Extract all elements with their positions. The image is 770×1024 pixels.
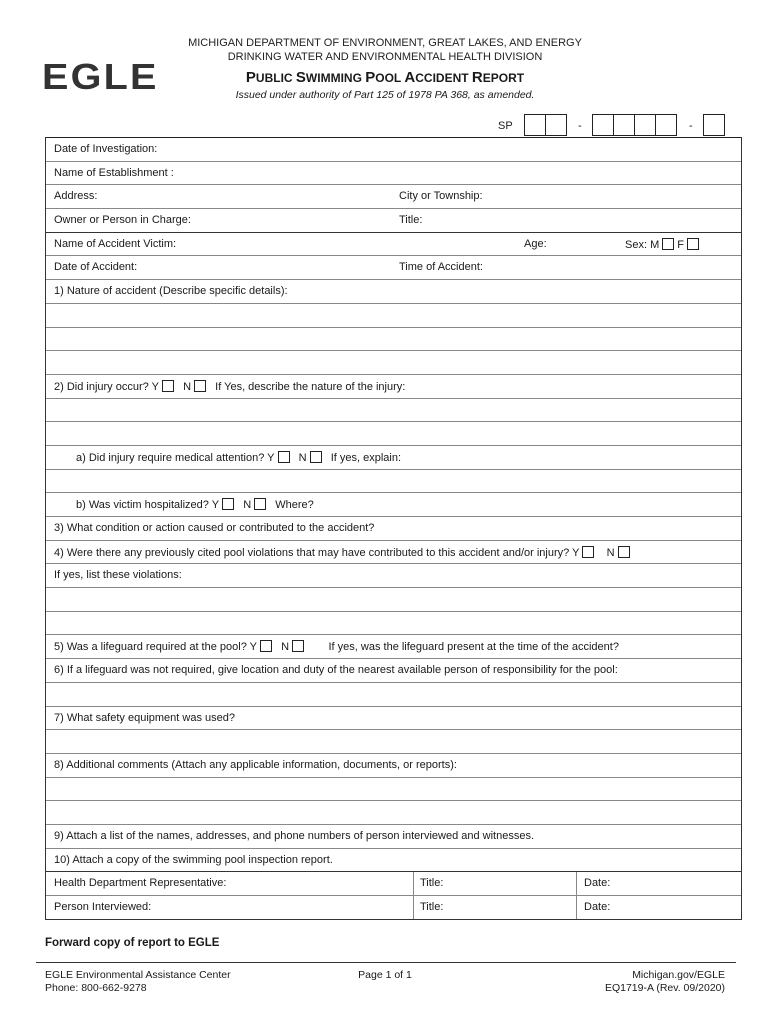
answer-line[interactable]: [46, 422, 741, 446]
answer-line[interactable]: [46, 470, 741, 494]
sp-dash: -: [689, 120, 693, 132]
person-date-label: Date:: [584, 901, 611, 913]
q5-yes-checkbox[interactable]: [260, 640, 272, 652]
q3-row[interactable]: 3) What condition or action caused or contributed to the accident?: [46, 517, 741, 541]
assistance-center: EGLE Environmental Assistance Center: [45, 969, 231, 981]
sp-digit-box[interactable]: [613, 114, 635, 136]
division-name: DRINKING WATER AND ENVIRONMENTAL HEALTH DIVISION: [227, 51, 543, 63]
q1-row: 1) Nature of accident (Describe specific details):: [46, 280, 741, 304]
website-link[interactable]: Michigan.gov/EGLE: [632, 969, 725, 981]
answer-line[interactable]: [46, 351, 741, 375]
establishment-name-field[interactable]: Name of Establishment :: [46, 162, 741, 186]
address-row[interactable]: [46, 185, 741, 209]
footer-divider: [36, 962, 736, 963]
sex-f-checkbox[interactable]: [687, 238, 699, 250]
q2-row: 2) Did injury occur? Y N If Yes, describe the nature of the injury:: [46, 375, 741, 399]
sp-digit-box[interactable]: [634, 114, 656, 136]
time-accident-label: Time of Accident:: [399, 261, 483, 274]
q7-row: 7) What safety equipment was used?: [46, 707, 741, 731]
answer-line[interactable]: [46, 801, 741, 825]
sex-field: Sex: M F: [625, 238, 702, 251]
q10-row: 10) Attach a copy of the swimming pool inspection report.: [46, 849, 741, 873]
sp-digit-box[interactable]: [655, 114, 677, 136]
sp-digit-box[interactable]: [592, 114, 614, 136]
q9-row: 9) Attach a list of the names, addresses, and phone numbers of person interviewed and witnesses.: [46, 825, 741, 849]
health-rep-row[interactable]: [46, 872, 741, 896]
sex-m-checkbox[interactable]: [662, 238, 674, 250]
column-divider: [576, 872, 577, 895]
q2-yes-checkbox[interactable]: [162, 380, 174, 392]
answer-line[interactable]: [46, 612, 741, 636]
sp-dash: -: [578, 120, 582, 132]
sp-digit-box[interactable]: [524, 114, 546, 136]
person-interviewed-label: Person Interviewed:: [54, 901, 152, 913]
q2a-row: a) Did injury require medical attention? Y N If yes, explain:: [46, 446, 741, 470]
sp-label: SP: [498, 120, 513, 132]
answer-line[interactable]: [46, 730, 741, 754]
q4-no-checkbox[interactable]: [618, 546, 630, 558]
q2a-no-checkbox[interactable]: [310, 451, 322, 463]
form-id: EQ1719-A (Rev. 09/2020): [604, 982, 725, 994]
page-title: PUBLIC SWIMMING POOL ACCIDENT REPORT: [245, 69, 525, 86]
authority-note: Issued under authority of Part 125 of 1978 PA 368, as amended.: [235, 89, 535, 101]
health-rep-label: Health Department Representative:: [54, 877, 227, 890]
sp-digit-box[interactable]: [703, 114, 725, 136]
date-investigation-field[interactable]: Date of Investigation:: [46, 138, 741, 162]
q5-row: 5) Was a lifeguard required at the pool? Y N If yes, was the lifeguard present at the time of the accident?: [46, 635, 741, 659]
answer-line[interactable]: [46, 304, 741, 328]
q4-row: 4) Were there any previously cited pool violations that may have contributed to this accident and/or injury? Y N: [46, 541, 741, 565]
answer-line[interactable]: [46, 683, 741, 707]
footer-right: [605, 969, 725, 995]
column-divider: [413, 872, 414, 895]
health-rep-date-label: Date:: [584, 877, 611, 890]
q8-row: 8) Additional comments (Attach any applicable information, documents, or reports):: [46, 754, 741, 778]
owner-row[interactable]: [46, 209, 741, 233]
q2b-yes-checkbox[interactable]: [222, 498, 234, 510]
address-label: Address:: [54, 190, 98, 203]
q2-no-checkbox[interactable]: [194, 380, 206, 392]
accident-report-form: [45, 137, 742, 920]
health-rep-title-label: Title:: [420, 877, 444, 890]
column-divider: [576, 896, 577, 919]
q2b-no-checkbox[interactable]: [254, 498, 266, 510]
victim-label: Name of Accident Victim:: [54, 237, 177, 250]
column-divider: [413, 896, 414, 919]
age-label: Age:: [524, 237, 547, 250]
q2a-yes-checkbox[interactable]: [278, 451, 290, 463]
department-name: MICHIGAN DEPARTMENT OF ENVIRONMENT, GREAT LAKES, AND ENERGY: [188, 37, 582, 49]
q5-no-checkbox[interactable]: [292, 640, 304, 652]
footer-left: [45, 969, 231, 995]
city-label: City or Township:: [399, 190, 483, 203]
owner-title-label: Title:: [399, 214, 423, 227]
forward-instruction: Forward copy of report to EGLE: [45, 937, 220, 949]
victim-row[interactable]: [46, 233, 741, 257]
sp-digit-box[interactable]: [545, 114, 567, 136]
owner-label: Owner or Person in Charge:: [54, 214, 191, 227]
answer-line[interactable]: [46, 328, 741, 352]
person-title-label: Title:: [420, 901, 444, 913]
phone-number: Phone: 800-662-9278: [45, 982, 147, 994]
answer-line[interactable]: [46, 399, 741, 423]
date-accident-row[interactable]: [46, 256, 741, 280]
answer-line[interactable]: [46, 778, 741, 802]
egle-logo: EGLE: [42, 56, 159, 97]
person-interviewed-row[interactable]: [46, 896, 741, 919]
q6-row: 6) If a lifeguard was not required, give location and duty of the nearest available person of responsibility for the pool:: [46, 659, 741, 683]
q4-yes-checkbox[interactable]: [582, 546, 594, 558]
date-accident-label: Date of Accident:: [54, 261, 138, 274]
answer-line[interactable]: [46, 588, 741, 612]
q2b-row: b) Was victim hospitalized? Y N Where?: [46, 493, 741, 517]
page-number: Page 1 of 1: [358, 969, 412, 981]
q4-list-row[interactable]: If yes, list these violations:: [46, 564, 741, 588]
